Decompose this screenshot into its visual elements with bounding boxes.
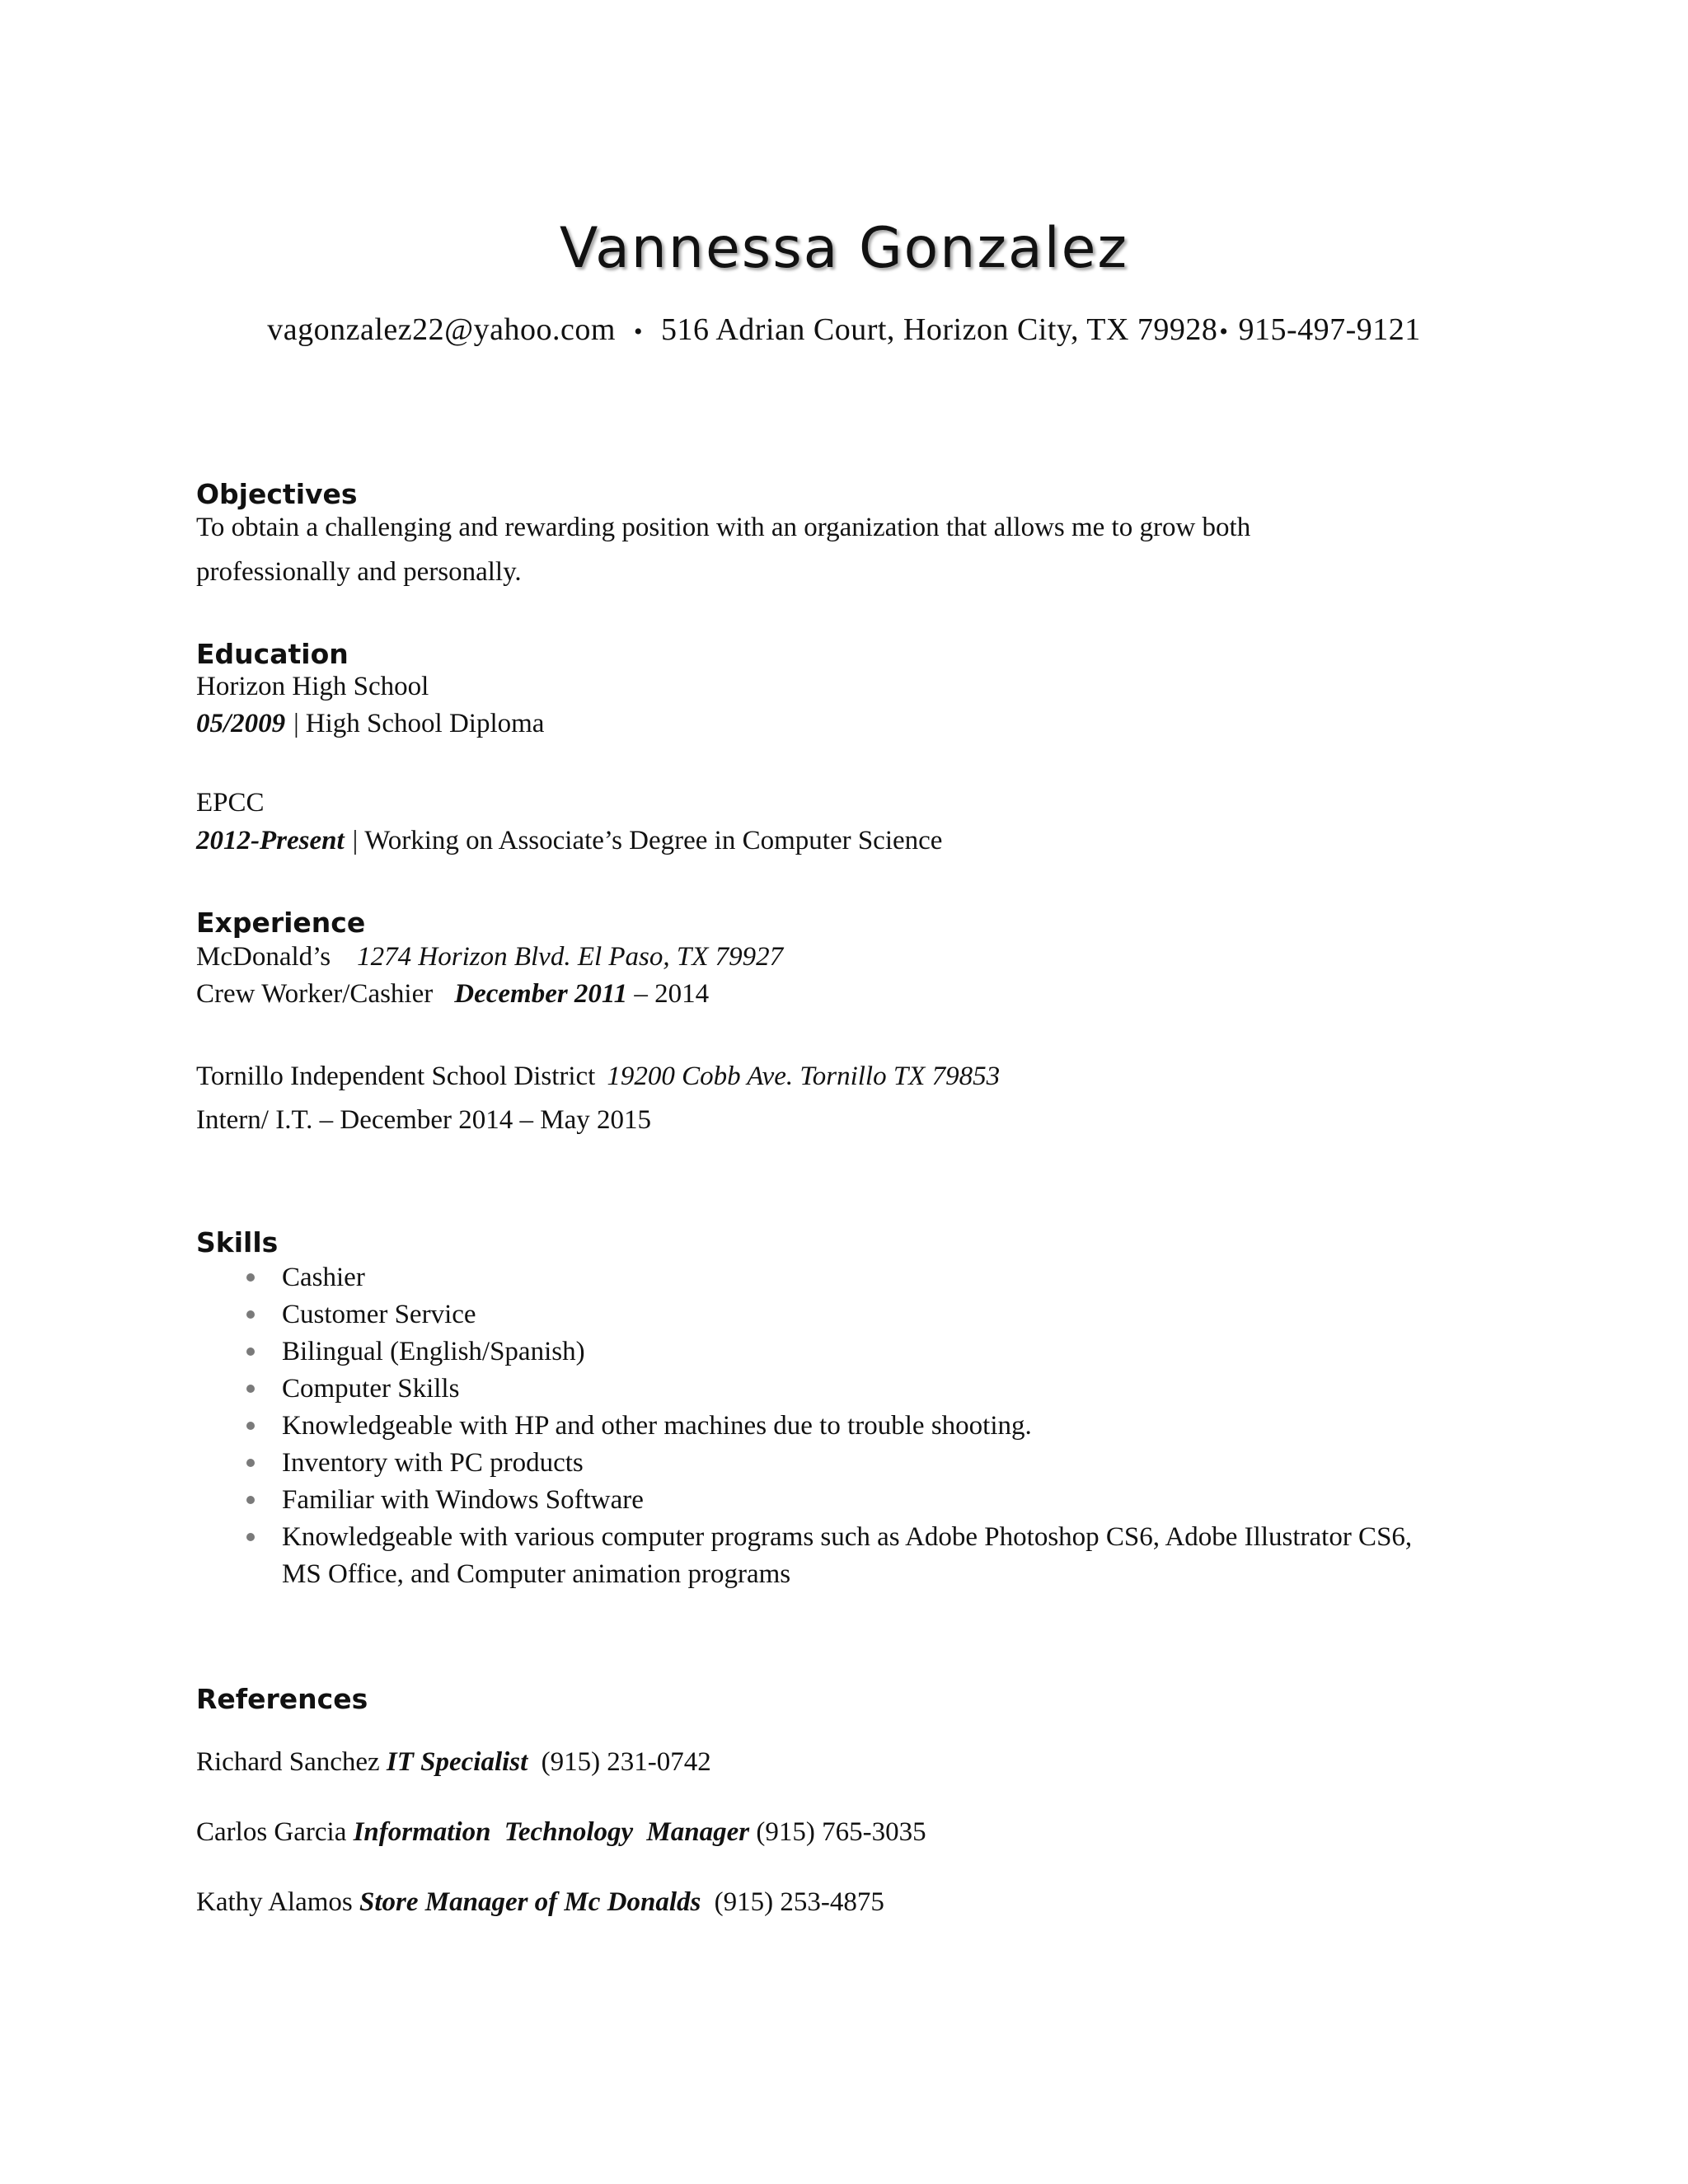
education-date-2: 2012-Present [196,826,345,855]
education-date-1: 05/2009 [196,709,286,738]
experience-employer-1: McDonald’s [196,942,331,972]
experience-role-1: Crew Worker/Cashier [196,979,434,1009]
experience-date-start-1: December 2011 [454,979,628,1009]
reference-name-1: Richard Sanchez [196,1747,380,1777]
reference-phone-2: (915) 765-3035 [756,1817,926,1847]
experience-heading: Experience [196,907,366,939]
contact-email: vagonzalez22@yahoo.com [267,312,616,347]
experience-employer-2: Tornillo Independent School District [196,1062,596,1091]
bullet-icon [246,1459,255,1467]
skill-item [196,1333,1432,1371]
skills-heading: Skills [196,1226,279,1258]
bullet-icon [246,1310,255,1319]
skill-item [196,1445,1432,1482]
education-detail-1 [196,709,544,739]
contact-address: 516 Adrian Court, Horizon City, TX 79928 [660,312,1218,347]
bullet-icon [246,1533,255,1541]
contact-line [0,312,1688,348]
skill-item [196,1371,1432,1408]
skill-text: Bilingual (English/Spanish) [282,1337,585,1366]
contact-separator-2: • [1219,318,1229,345]
reference-name-2: Carlos Garcia [196,1817,347,1847]
education-degree-1: High School Diploma [305,709,545,738]
skill-item [196,1482,1432,1519]
bullet-icon [246,1422,255,1430]
skill-text: Computer Skills [282,1374,460,1404]
skill-item [196,1296,1432,1333]
education-bar-2: | [352,826,359,855]
education-bar-1: | [293,709,299,738]
experience-employer-line-1 [196,942,783,972]
skill-text: Inventory with PC products [282,1448,584,1478]
bullet-icon [246,1273,255,1282]
education-detail-2 [196,826,942,856]
skill-text: Cashier [282,1263,365,1292]
experience-date-end-1: – 2014 [634,979,710,1009]
skills-list [196,1259,1432,1593]
objectives-line-1: To obtain a challenging and rewarding position with an organization that allows me to grow both [196,513,1251,542]
skill-item [196,1408,1432,1445]
experience-employer-line-2 [196,1062,1000,1092]
reference-name-3: Kathy Alamos [196,1887,353,1917]
bullet-icon [246,1347,255,1356]
experience-address-1: 1274 Horizon Blvd. El Paso, TX 79927 [357,942,784,972]
reference-entry-1 [196,1747,711,1778]
contact-phone: 915-497-9121 [1238,312,1421,347]
reference-phone-1: (915) 231-0742 [541,1747,711,1777]
objectives-heading: Objectives [196,478,358,510]
education-school-1: Horizon High School [196,672,429,701]
education-degree-2: Working on Associate’s Degree in Computer Science [364,826,943,855]
bullet-icon [246,1385,255,1393]
reference-title-3: Store Manager of Mc Donalds [359,1887,701,1917]
skill-item [196,1259,1432,1296]
contact-separator: • [633,318,643,345]
reference-title-2: Information Technology Manager [353,1817,750,1847]
reference-entry-2 [196,1817,926,1848]
education-heading: Education [196,638,349,670]
experience-role-line-1 [196,979,709,1010]
experience-address-2: 19200 Cobb Ave. Tornillo TX 79853 [607,1062,1001,1091]
objectives-line-2: professionally and personally. [196,557,522,587]
reference-title-1: IT Specialist [386,1747,528,1777]
education-school-2: EPCC [196,788,265,818]
resume-name: Vannessa Gonzalez [559,216,1129,281]
skill-text: Familiar with Windows Software [282,1485,644,1515]
skill-text: Knowledgeable with various computer programs such as Adobe Photoshop CS6, Adobe Illustrator CS6, MS Office, and Computer animation programs [282,1522,1413,1589]
references-heading: References [196,1683,368,1715]
experience-role-2: Intern/ I.T. – December 2014 – May 2015 [196,1105,651,1135]
bullet-icon [246,1496,255,1504]
skill-item [196,1519,1432,1593]
skill-text: Knowledgeable with HP and other machines due to trouble shooting. [282,1411,1032,1441]
reference-entry-3 [196,1887,884,1918]
skill-text: Customer Service [282,1300,476,1329]
reference-phone-3: (915) 253-4875 [714,1887,884,1917]
